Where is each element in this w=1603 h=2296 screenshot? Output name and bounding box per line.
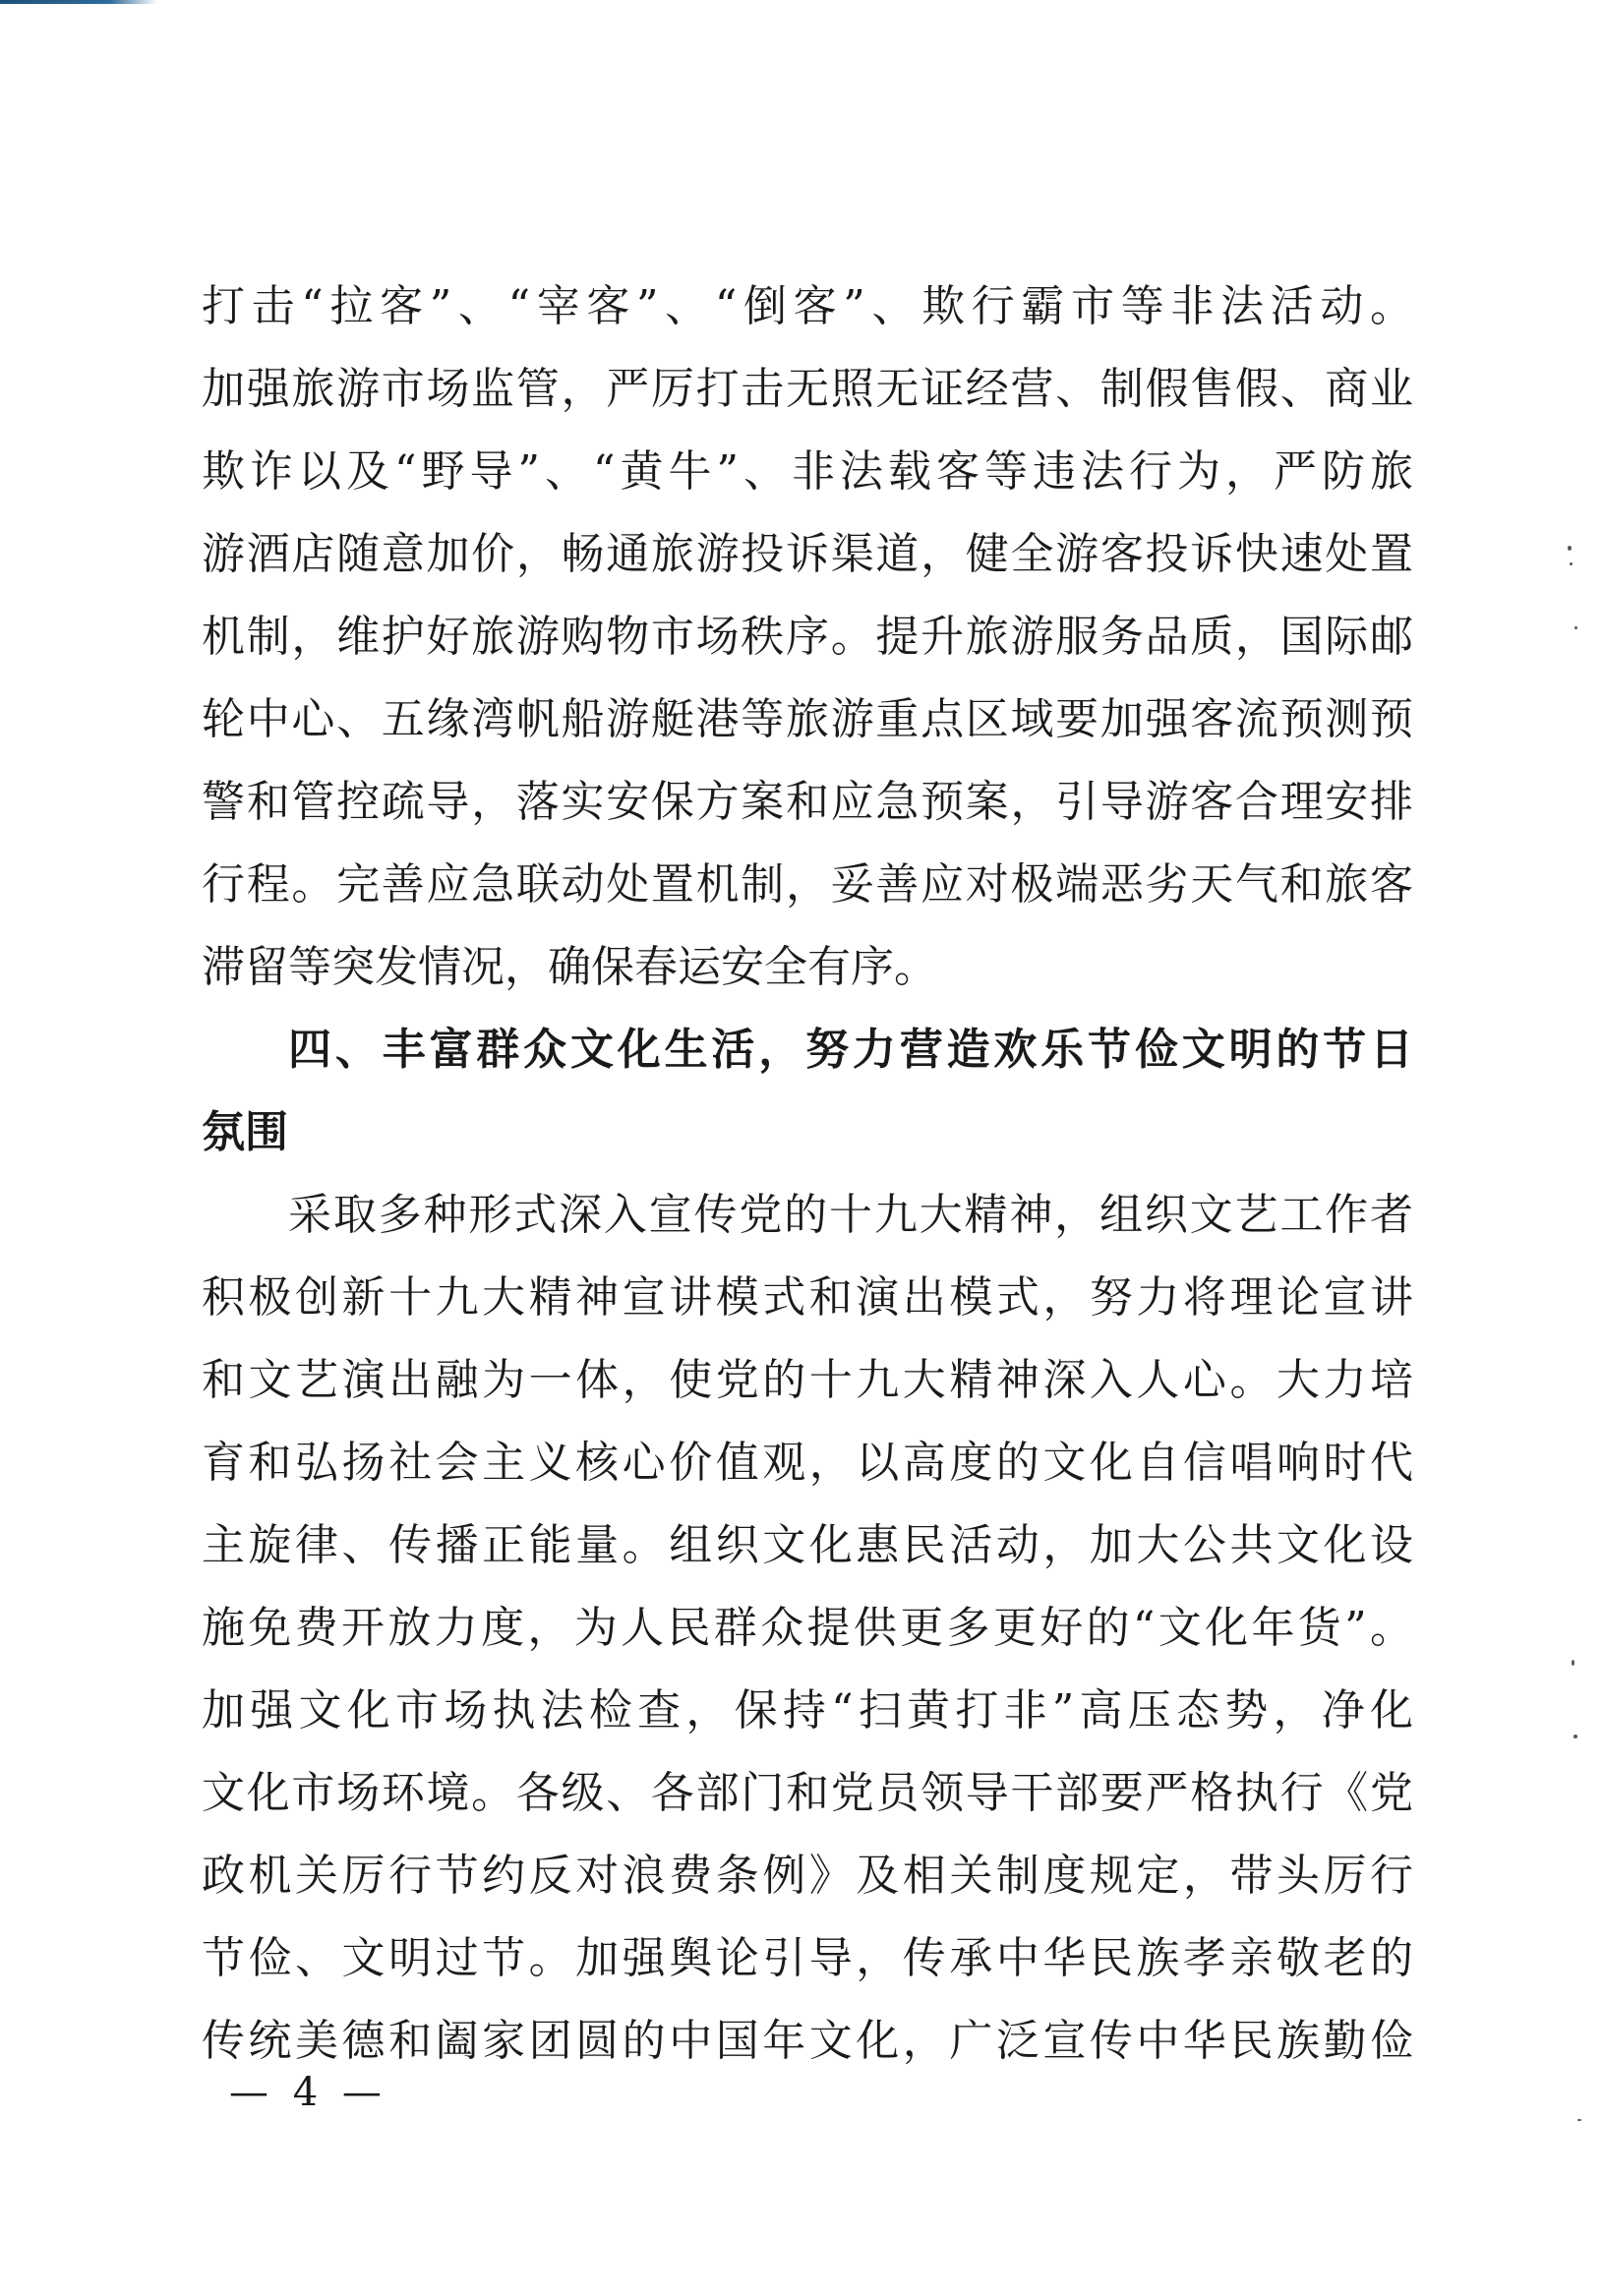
para2-line-3: 和文艺演出融为一体，使党的十九大精神深入人心。大力培 (202, 1355, 1413, 1405)
scan-speck (1570, 562, 1573, 565)
scan-edge-mark (0, 0, 157, 4)
scan-speck (1577, 2119, 1581, 2121)
body-line-8: 行程。完善应急联动处置机制，妥善应对极端恶劣天气和旅客 (202, 859, 1413, 910)
para2-line-8: 文化市场环境。各级、各部门和党员领导干部要严格执行《党 (202, 1768, 1413, 1818)
section-heading-line-2: 氛围 (202, 1107, 288, 1157)
section-heading-line-1: 四、丰富群众文化生活，努力营造欢乐节俭文明的节日 (288, 1025, 1413, 1075)
body-line-6: 轮中心、五缘湾帆船游艇港等旅游重点区域要加强客流预测预 (202, 694, 1413, 744)
body-line-9: 滞留等突发情况，确保春运安全有序。 (202, 942, 937, 992)
body-line-7: 警和管控疏导，落实安保方案和应急预案，引导游客合理安排 (202, 777, 1413, 827)
page-number: — 4 — (229, 2070, 387, 2115)
document-page (202, 265, 1413, 2083)
para2-line-2: 积极创新十九大精神宣讲模式和演出模式，努力将理论宣讲 (202, 1272, 1413, 1323)
body-line-2: 加强旅游市场监管，严厉打击无照无证经营、制假售假、商业 (202, 364, 1413, 414)
scan-speck (1574, 626, 1577, 629)
para2-line-5: 主旋律、传播正能量。组织文化惠民活动，加大公共文化设 (202, 1520, 1413, 1570)
para2-line-10: 节俭、文明过节。加强舆论引导，传承中华民族孝亲敬老的 (202, 1933, 1413, 1983)
scan-speck (1573, 1735, 1577, 1738)
body-line-4: 游酒店随意加价，畅通旅游投诉渠道，健全游客投诉快速处置 (202, 529, 1413, 579)
para2-line-9: 政机关厉行节约反对浪费条例》及相关制度规定，带头厉行 (202, 1851, 1413, 1901)
body-line-5: 机制，维护好旅游购物市场秩序。提升旅游服务品质，国际邮 (202, 612, 1413, 662)
scan-speck (1568, 546, 1572, 551)
para2-line-4: 育和弘扬社会主义核心价值观，以高度的文化自信唱响时代 (202, 1438, 1413, 1488)
scan-speck (1572, 1660, 1574, 1666)
para2-line-7: 加强文化市场执法检查，保持“扫黄打非”高压态势，净化 (202, 1685, 1413, 1736)
para2-line-1: 采取多种形式深入宣传党的十九大精神，组织文艺工作者 (288, 1190, 1413, 1240)
para2-line-11: 传统美德和阖家团圆的中国年文化，广泛宣传中华民族勤俭 (202, 2016, 1413, 2066)
para2-line-6: 施免费开放力度，为人民群众提供更多更好的“文化年货”。 (202, 1603, 1413, 1653)
body-line-1: 打击“拉客”、“宰客”、“倒客”、欺行霸市等非法活动。 (202, 281, 1413, 331)
body-line-3: 欺诈以及“野导”、“黄牛”、非法载客等违法行为，严防旅 (202, 446, 1413, 497)
